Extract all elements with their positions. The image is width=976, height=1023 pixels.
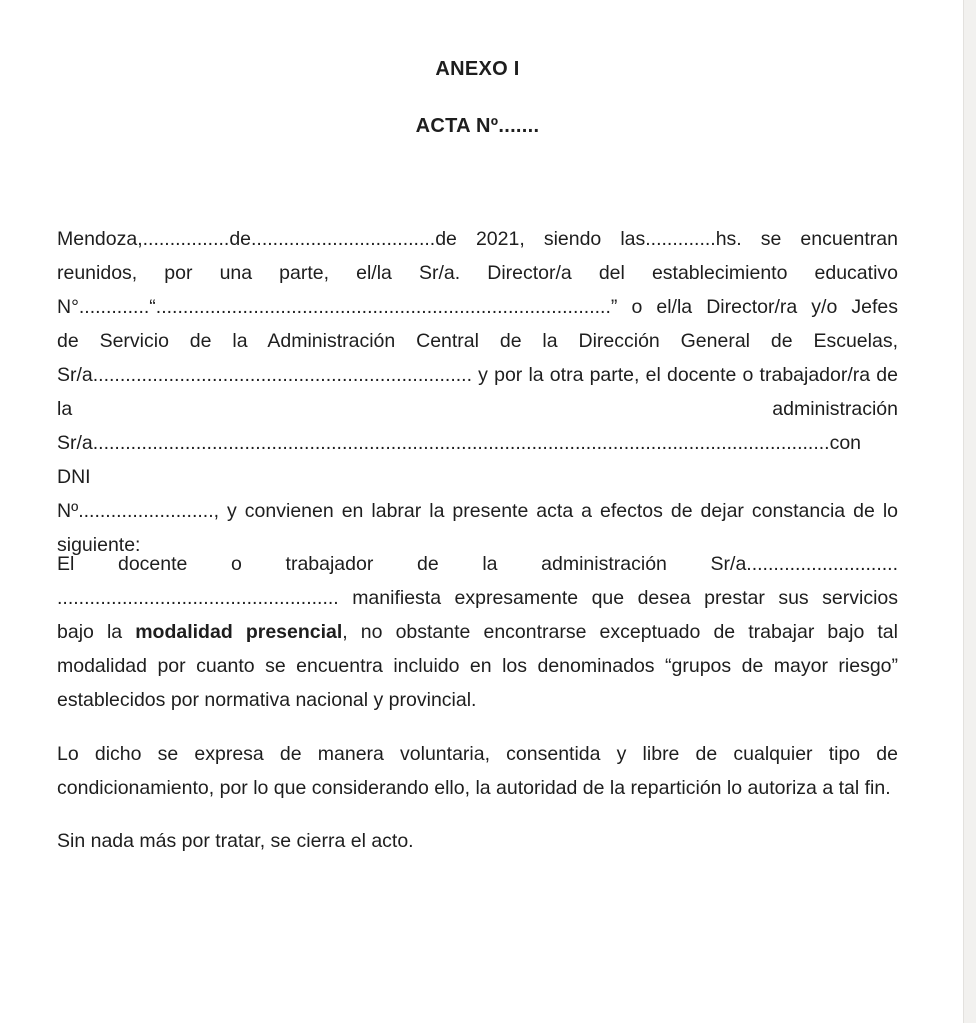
bold-modality-phrase: modalidad presencial <box>135 621 343 643</box>
document-title: ANEXO I <box>435 58 520 80</box>
text-line: Mendoza,................de..................................de 2021, siendo las.............hs. se encuentran <box>57 228 898 250</box>
text-line: establecidos por normativa nacional y provincial. <box>57 689 477 711</box>
paragraph-opening <box>57 222 898 562</box>
text-line: de Servicio de la Administración Central de la Dirección General de Escuelas, <box>57 330 898 352</box>
text-line: Lo dicho se expresa de manera voluntaria, consentida y libre de cualquier tipo de <box>57 743 898 765</box>
text-line: .................................................... manifiesta expresamente que desea prestar sus servicios <box>57 587 898 609</box>
text-line: reunidos, por una parte, el/la Sr/a. Director/a del establecimiento educativo <box>57 262 898 284</box>
text-line: Sr/a...................................................................... y por la otra parte, el docente o trabajador/ra de <box>57 364 898 386</box>
paragraph-declaration <box>57 547 898 717</box>
text-line: El docente o trabajador de la administración Sr/a............................ <box>57 553 898 575</box>
text-segment: bajo la <box>57 621 136 643</box>
text-line: Nº........................., y convienen en labrar la presente acta a efectos de dejar constancia de lo <box>57 500 898 522</box>
text-line: siguiente: <box>57 534 141 556</box>
text-line: Sr/a........................................................................................................................................con DNI <box>57 432 862 488</box>
text-line <box>57 615 898 649</box>
document-subtitle: ACTA Nº....... <box>415 115 540 137</box>
text-line: N°.............“....................................................................................” o el/la Director/ra y/o Jefes <box>57 296 898 318</box>
text-segment: , no obstante encontrarse exceptuado de trabajar bajo tal <box>342 621 898 643</box>
text-line: modalidad por cuanto se encuentra incluido en los denominados “grupos de mayor riesgo” <box>57 655 898 677</box>
paragraph-voluntary-statement <box>57 737 898 805</box>
paragraph-closing <box>57 824 898 858</box>
text-line: Sin nada más por tratar, se cierra el acto. <box>57 830 414 852</box>
text-line: la administración <box>57 398 898 420</box>
page-edge-shadow <box>963 0 976 1023</box>
text-line: condicionamiento, por lo que considerando ello, la autoridad de la repartición lo autoriza a tal fin. <box>57 777 891 799</box>
